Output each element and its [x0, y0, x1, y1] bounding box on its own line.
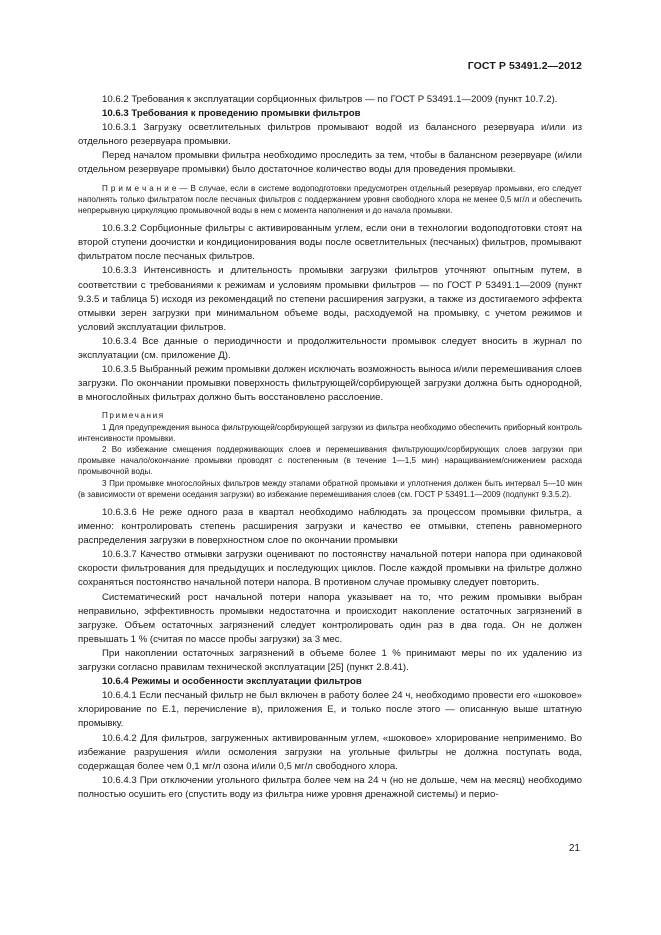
- paragraph-residual-contamination: При накоплении остаточных загрязнений в объеме более 1 % принимают меры по их удалению из загрузки согласно правилам технической эксплуатации [25] (пункт 2.8.41).: [78, 647, 582, 674]
- note-separate-tank: [78, 183, 582, 217]
- paragraph-10-6-3-7: 10.6.3.7 Качество отмывки загрузки оценивают по постоянству начальной потери напора при одинаковой скорости фильтрования для предыдущих и последующих циклов. После каждой промывки на фильтре должно сохраняться постоянство начальной потери напора. В противном случае промывку следует повторить.: [78, 549, 582, 589]
- paragraph-10-6-4-3: 10.6.4.3 При отключении угольного фильтра более чем на 24 ч (но не дольше, чем на месяц) необходимо полностью осушить его (спустить воду из фильтра ниже уровня дренажной системы) и перио-: [78, 774, 582, 800]
- paragraph-10-6-3-5: 10.6.3.5 Выбранный режим промывки должен исключать возможность выноса и/или перемешивания слоев загрузки. По окончании промывки поверхность фильтрующей/сорбирующей загрузки должна быть однородной, в многослойных фильтрах должно быть восстановлено расслоение.: [78, 364, 582, 404]
- paragraph-10-6-3-3: 10.6.3.3 Интенсивность и длительность промывки загрузки фильтров уточняют опытным путем, в соответствии с требованиями к режимам и условиям промывки фильтров — по ГОСТ Р 53491.1—2009 (пункт 9.3.5 и таблица 5) исходя из рекомендаций по степени расширения загрузки, а также из достигаемого эффекта отмывки зерен загрузки при минимальном объеме воды, расходуемой на промывку, с учетом режимов и условий эксплуатации фильтров.: [78, 265, 582, 333]
- page-body: [78, 93, 582, 802]
- note-item-1: 1 Для предупреждения выноса фильтрующей/сорбирующей загрузки из фильтра необходимо обеспечить приборный контроль интенсивности промывки.: [78, 422, 582, 443]
- note-label: П р и м е ч а н и е: [102, 183, 177, 193]
- paragraph-10-6-3-1: 10.6.3.1 Загрузку осветлительных фильтров промывают водой из балансного резервуара и/или из отдельного резервуара промывки.: [78, 122, 582, 148]
- paragraph-head-loss-growth: Систематический рост начальной потери напора указывает на то, что режим промывки выбран неправильно, эффективность промывки недостаточна и происходит накопление остаточных загрязнений в загрузке. Объем остаточных загрязнений следует контролировать один раз в два года. Он не должен превышать 1 % (считая по массе пробы загрузки) за 3 мес.: [78, 591, 582, 645]
- note-text: — В случае, если в системе водоподготовки предусмотрен отдельный резервуар промывки, его следует наполнять только фильтратом после песчаных фильтров с поддержанием уровня свободного хлора не менее 0,5 мг/л и обеспечить непрерывную циркуляцию промывочной воды в нем с момента наполнения и до начала промывки.: [78, 183, 582, 215]
- paragraph-10-6-3-6: 10.6.3.6 Не реже одного раза в квартал необходимо наблюдать за процессом промывки фильтра, а именно: контролировать степень расширения загрузки и качество ее отмывки, степень равномерного распределения загрузки в поверхностном слое по окончании промывки: [78, 507, 582, 547]
- paragraph-10-6-2: 10.6.2 Требования к эксплуатации сорбционных фильтров — по ГОСТ Р 53491.1—2009 (пункт 10.7.2).: [102, 94, 558, 105]
- section-heading-10-6-4: 10.6.4 Режимы и особенности эксплуатации фильтров: [102, 676, 362, 688]
- notes-title: Примечания: [102, 411, 165, 421]
- paragraph-10-6-3-2: 10.6.3.2 Сорбционные фильтры с активированным углем, если они в технологии водоподготовки стоят на второй ступени доочистки и кондиционирования воды после осветлительных (песчаных) фильтров, промывают фильтратом после песчаных фильтров.: [78, 223, 582, 263]
- paragraph-10-6-4-2: 10.6.4.2 Для фильтров, загруженных активированным углем, «шоковое» хлорирование неприменимо. Во избежание разрушения и/или осмоления загрузки на угольные фильтры не должна поступать вода, содержащая более чем 0,1 мг/л озона и/или 0,5 мг/л свободного хлора.: [78, 732, 582, 772]
- paragraph-10-6-3-4: 10.6.3.4 Все данные о периодичности и продолжительности промывок следует вносить в журнал по эксплуатации (см. приложение Д).: [78, 335, 582, 362]
- paragraph-10-6-4-1: 10.6.4.1 Если песчаный фильтр не был включен в работу более 24 ч, необходимо провести его «шоковое» хлорирование по Е.1, перечисление в), приложения Е, и только после этого — описанную выше штатную промывку.: [78, 690, 582, 730]
- section-heading-10-6-3: 10.6.3 Требования к проведению промывки фильтров: [102, 108, 361, 120]
- standard-header: ГОСТ Р 53491.2—2012: [467, 60, 582, 72]
- page-number: 21: [568, 843, 580, 854]
- note-item-2: 2 Во избежание смещения поддерживающих слоев и перемешивания фильтрующих/сорбирующих слоев загрузки при промывке начало/окончание промывки проводят с постепенным (в течение 1—1,5 мин) наращиванием/снижением расхода промывочной воды.: [78, 445, 582, 477]
- paragraph-backwash-preparation: Перед началом промывки фильтра необходимо проследить за тем, чтобы в балансном резервуаре (и/или отдельном резервуаре промывки) было достаточное количество воды для проведения промывки.: [78, 150, 582, 176]
- note-item-3: 3 При промывке многослойных фильтров между этапами обратной промывки и уплотнения должен быть интервал 5—10 мин (в зависимости от времени оседания загрузки) во избежание перемешивания слоев (см. ГОСТ Р 53491.1—2009 (подпункт 9.3.5.2).: [78, 478, 582, 499]
